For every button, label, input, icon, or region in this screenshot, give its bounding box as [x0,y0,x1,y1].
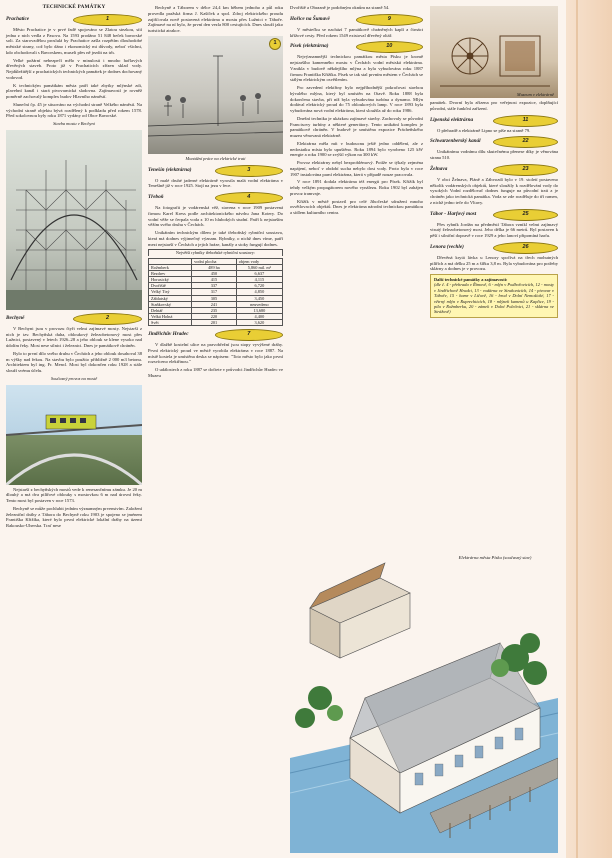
section-heading-tabor: Tábor - Harfový most 25 [430,209,558,221]
paragraph: Bechyně se může pochlubit jedním významným prvenstvím. Založení železniční dráhy z Tábora do Bechyně roku 1903 je spojeno se jménem Františka Křižíka, které bylo první elektrické lokální dráhy na území Rakousko-Uherska. Trať nese [6,505,142,528]
section-heading-tenesin: Tenešín (elektrárna) 3 [148,165,283,177]
table-cell: 5,860 mil. m³ [236,265,282,271]
table-cell: 317 [192,289,237,295]
table-cell: Svět [149,319,192,325]
column-3 [290,0,423,540]
table-cell: 241 [192,301,237,307]
table-header-cell: objem vody [236,259,282,265]
number-badge: 26 [493,242,558,254]
section-heading-prachatice: Prachatice 1 [6,14,142,26]
section-heading-schwarzenberg: Schwarzenberský kanál 22 [430,136,558,148]
paragraph: K technickým památkám města patří také zbytky mlýnské zdi, plavební kanál i stará pivovarnická sladovna. Zajímavostí je rovněž poměrně zachovalý komplex budov Hlavního náměstí. [6,82,142,99]
note-title: Další technické památky a zajímavosti: [434,277,508,282]
number-badge: 10 [356,41,424,53]
paragraph: Dvořiště a Obrazně je podobným oknům na straně 54. [290,5,390,10]
paragraph: Dnešní technika je ukázkou zajímavé stavby. Zachovaly se původní Francisovy turbíny a některé generátory. Tento unikátní komplex je památkově chráněn. V budově je umístěna expozice Prácheňského muzea věnovaná elektrárně. [290,115,423,138]
museum-photo [430,6,558,98]
table-cell: 13,680 [236,307,282,313]
paragraph: Bylo to první dílo svého druhu v Čechách a jeho oblouk dosahoval 38 m výšky nad řekou. Na stavbu bylo použito přibližně 2 000 m3 betonu. Architektem byl ing. Fr. Mencl. Most byl dokončen roku 1928 a stále slouží svému účelu. [6,350,142,373]
page-title: TECHNICKÉ PAMÁTKY [42,4,106,10]
tram-construction-photo [148,36,283,154]
power-plant-illustration [290,548,558,853]
machinery-drawing [430,6,558,98]
paragraph: Sluneční čp. 45 je situováno na východní straně Velkého náměstí. Na východní straně objektu bývá rozdělený k podkladu před rokem 1578. Před sokolovnou byly roku 1871 vydány od Obce Bavorské. [6,101,142,119]
table-row [149,301,283,307]
table-cell: 4,400 [236,313,282,319]
section-heading-trebon: Třeboň 4 [148,192,283,204]
paragraph: Velké požární nebezpečí mělo v minulosti i mnoho hořlavých dřevěných staveb. Proto již v Prachaticích zřízen sklad vody. Nejdůležitější z prachatických technických památek je dodnes dochovaný vodovod. [6,57,142,80]
bridge-construction-photo [6,130,142,310]
table-cell: Staňkovský [149,301,192,307]
other-monuments-box [430,274,558,318]
table-cell: neuvedeno [236,301,282,307]
paragraph: Unikátním technickým dílem je také třeboňský rybniční soustava, která má dodnes výjimečný význam. Rybníky, o nichž dnes víme, patří mezi nejstarší v Čechách a jejich hráze, kanály a stoky fungují dodnes. [148,230,283,247]
paragraph: O malé druhé jaderné elektrárně vyrostla malá vodní elektrárna v Tenešíně již v roce 1925. Stojí na jezu v řece. [148,177,283,189]
number-badge: 11 [493,115,558,127]
paragraph: Nejstarší z bechyňských mostů vede k renesančnímu zámku. Je 20 m dlouhý a má dva pilířové oblouky s mostovkou 6 m nad úrovní řeky. Tento most byl postaven v roce 1573. [6,486,142,503]
table-cell: 305 [192,295,237,301]
number-badge: 22 [493,136,558,148]
table-caption: Největší rybníky třeboňské rybniční soustavy: [148,249,283,256]
table-row [149,289,283,295]
table-header-cell: vodní plocha [192,259,237,265]
photo-caption: Montážní práce na elektrické trati [185,155,246,161]
table-row [149,319,283,325]
photo-caption: Muzeum v elektrárně [516,92,554,98]
scaffold-drawing [6,130,142,310]
section-heading-lipno: Lipenská elektrárna 11 [430,115,558,127]
paragraph: V městečku se nachází 7 památkově chráněných kaplí a čtrnáct křížové cesty. Před rokem 1549 existoval dřevěný oltář. [290,26,423,38]
paragraph: Provoz elektrárny nebyl bezproblémový. Potíže se týkaly zejména napájení, neboť v období sucha nebylo dost vody. Proto byla v roce 1907 instalována parní elektrárna, která v případě nouze pracovala. [290,160,423,177]
table-cell: Dvořiště [149,283,192,289]
table-cell: 3,450 [236,295,282,301]
paragraph: památek. Dvorní byla zřízena pro veřejnost expozice, doplňující původní, stále funkční zařízení. [430,100,558,111]
paragraph: Město Prachatice je v prvé řadě spojováno se Zlatou stezkou, sítí jedna z nich vedla z Pasova. Na 1593 prodáno 51 848 beček bavorské soli. Za starovzdělou proslulá by Prachatice zašla rozpětím dlouhodobé městské strany, což bylo dáno i ekonomický mi důvody, neboť všichni, kdo obchodovali s Bavorskem, museli přes ně jezdit na trh. [6,26,142,55]
fishpond-table [148,258,283,326]
table-cell: Záblatský [149,295,192,301]
photo-caption: Stavba mostu v Bechyni [53,121,95,126]
table-cell: 235 [192,307,237,313]
paragraph: Nejvýznamnější technickou památkou města Písku je kromě nejstaršího kamenného mostu v Čechách vodní městská elektrárna. Vznikla v budově někdejšího mlýna a byla vybudována roku 1887 firmou Františka Křižíka. Písek se tak stal prvním městem v Čechách se stálým elektrickým osvětlením. [290,54,423,83]
column-4 [430,0,558,318]
table-cell: 220 [192,313,237,319]
illustration-caption: Elektrárna města Písku (současný stav) [458,555,532,560]
column-2 [148,0,283,381]
section-heading-horice: Hořice na Šumavě 9 [290,14,423,26]
table-cell: 201 [192,319,237,325]
section-heading-lenora: Lenora (vechle) 26 [430,242,558,254]
paragraph: Pro zavedení elektřiny bylo nejpříhodnější pokračovat stavbou bývalého mlýna, který byl umístěn na Otavě. Roku 1888 byla dokončena stavba, při níž byla vybudována turbína a dynamo. Mlýn dodával elektrický proud do 75 obloukových lamp. V roce 1893 byla vybudována nová vodní elektrárna, která sloužila až do roku 1986. [290,85,423,113]
table-cell: Velká Holná [149,313,192,319]
table-row [149,265,283,271]
train-on-bridge-drawing [6,385,142,485]
section-heading-bechyne: Bechyně 2 [6,313,142,325]
paragraph: Unikátnímu vodnímu dílu skutečnému přenese díky je věnována strana 510. [430,149,558,160]
table-cell: 4,115 [236,277,282,283]
section-heading-jindrichuv-hradec: Jindřichův Hradec 7 [148,329,283,341]
section-heading-pisek: Písek (elektrárna) 10 [290,41,423,53]
paragraph: Křižík v městě postavil pro celé Jihočeské sdružení mnoho osvětlovacích objektů. Dnes je elektrárna národní technickou památkou a sídlem kulturního centra. [290,198,423,215]
table-cell: 489 ha [192,265,237,271]
table-cell: 3,620 [236,319,282,325]
power-plant-drawing [290,548,558,853]
number-badge: 3 [215,165,284,177]
number-badge: 25 [493,209,558,221]
table-row [149,277,283,283]
column-1 [6,0,142,531]
note-body: (dle č. 4 - přehrada v Římově, 6 - mlýn v Podbořovicích, 12 - mosty v Jindřichově Hradci, 13 - vodárna ve Strakonicích, 14 - pivovar v Táboře, 15 - hamr v Ličově, 16 - brod v Dolní Nemošické, 17 - větrný mlýn v Ruprechticích, 18 - mlýnek kamenů u Kaplice, 19 - pila v Rožmberku, 20 - zámek v Dolní Polečnici, 21 - sklárna ve Strážově) [434,282,554,315]
table-cell: Velký Tisý [149,289,192,295]
paragraph: Bechyně a Táborem v délce 24,4 km během jednoho a půl roku provedla pražská firma J. Kašíček a spol. Zdroj elektrického proudu zajišťovala nově postavená elektrárna u mostu přes Lužnici v Táboře. Zajímavé na ní bylo, že první den vezla 800 cestujících. Dnes slouží jako turistická atrakce. [148,5,283,33]
paragraph: V dlažbě kostelní ulice na pravobřežní jsou stopy vyvýšené dráhy. První elektrický proud ve městě vyrobila elektrárna v roce 1887. Na místě kostela je umístěna deska se nápisem: "Toto město bylo jako první rozsvíceno elektřinou." [148,342,283,365]
table-cell: 337 [192,283,237,289]
paragraph: Přes rybník Jordán na předměstí Tábora vznikl velmi zajímavý visutý železobetonový most. Jeho délka je 66 metrů. Byl postaven k pěší i silniční dopravě v roce 1929 a jeho lanoví připomíná harfu. [430,221,558,238]
number-badge: 1 [269,38,281,50]
paragraph: V Bechyni jsou v provozu čtyři velmi zajímavé mosty. Nejstarší z nich je tzv. Bechyňská duha, obloukový železobetonový most přes Lužnici, postavený v letech 1926–28 a jeho oblouk se klene vysoko nad údolím řeky. Most nese silnici i železnici. Dnes je památkově chráněn. [6,325,142,348]
table-row [149,313,283,319]
table-cell: 415 [192,277,237,283]
number-badge: 1 [73,14,142,26]
table-body [149,265,283,326]
number-badge: 23 [493,164,558,176]
table-cell: Dehtář [149,307,192,313]
table-cell: Rožmberk [149,265,192,271]
table-cell: 6,720 [236,283,282,289]
table-cell: Horusický [149,277,192,283]
table-cell: 4,850 [236,289,282,295]
paragraph: V obci Želnava, Pláně a Záhvozdí bylo v 19. století postaveno několik vodárenských objektů, které sloužily k rozdělování vody do vysokých Vodní rozdělovač dodnes funguje na původní trati a je chráněn jako technická památka. Voda se zde rozděluje do tří ramen, z nichž jedno teče do Vltavy. [430,176,558,205]
number-badge: 4 [215,192,284,204]
paragraph: Na fotografii je vodárenská věž, stavena v roce 1909 postavená firmou Karel Kress podle architektonického návrhu Jana Kotery. Do vodní věže se čerpala voda z 10 m hlubokých studní. Patří k nejstarším věžím svého druhu v Čechách. [148,205,283,228]
margin-line [576,0,578,858]
photo-caption: Současný provoz na mostě [50,375,98,381]
workers-drawing [148,36,283,154]
right-margin-strip [566,0,612,858]
paragraph: O přehradě a elektrárně Lipno se píše na straně 79. [437,127,531,133]
table-cell: Bezdrev [149,271,192,277]
number-badge: 2 [73,313,142,325]
number-badge: 7 [215,329,284,341]
table-cell: 6,637 [236,271,282,277]
paragraph: O událostech z roku 1887 se dočtete v průvodci Jindřichův Hradec ve Muzeu [148,367,283,378]
table-cell: 450 [192,271,237,277]
paragraph: Dřevěná krytá lávka u Lenory spočívá na třech mohutných pilířích a má délku 25 m a šířku 3,8 m. Byla vybudována pro potřeby sklárny a dodnes je v provozu. [430,254,558,272]
paragraph: Elektrárna měla mít v budoucnu ještě jedno oddělení, ale z nedostatku místa bylo upuštěno. Roku 1894 bylo vyrobeno 125 kW energie a roku 1900 se zvýšil výkon na 300 kW. [290,140,423,158]
paragraph: V roce 1891 dodala elektrárna též energii pro Písek. Křižík byl tehdy velkým propagátorem nového vynálezu. Roku 1902 byl zahájen provoz tramvaje. [290,179,423,196]
section-heading-zelnava: Želnava 23 [430,164,558,176]
number-badge: 9 [356,14,424,26]
bridge-traffic-photo [6,385,142,485]
